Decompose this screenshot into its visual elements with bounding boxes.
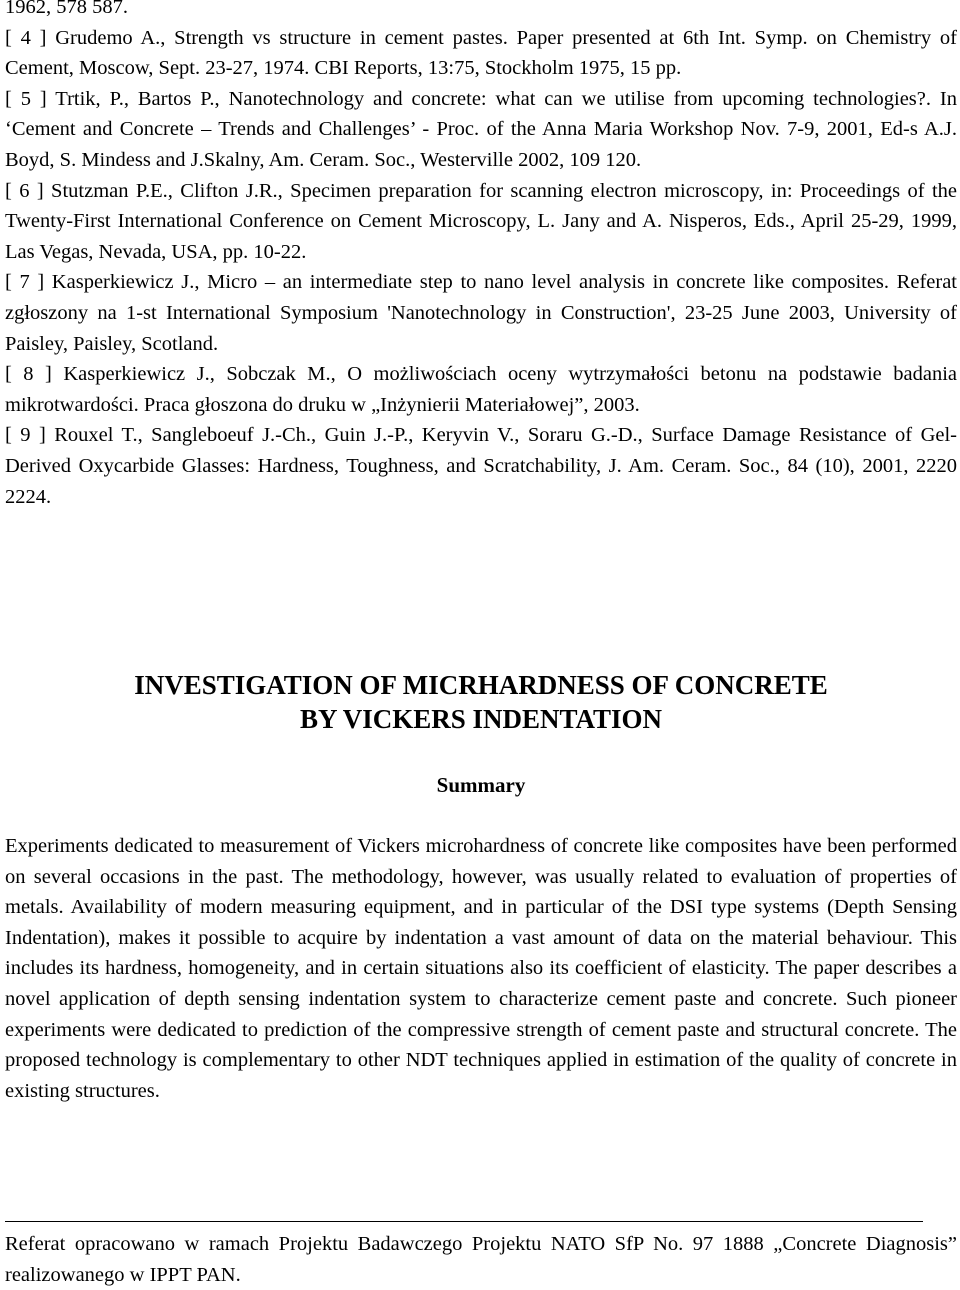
paper-title (5, 668, 957, 736)
footnote-text: Referat opracowano w ramach Projektu Badawczego Projektu NATO SfP No. 97 1888 „Concrete Diagnosis” realizowanego w IPPT PAN. (5, 1233, 957, 1286)
paper-title-line-1: INVESTIGATION OF MICRHARDNESS OF CONCRETE (134, 670, 828, 700)
document-page (5, 0, 957, 1286)
reference-item-8: [ 8 ] Kasperkiewicz J., Sobczak M., O możliwościach oceny wytrzymałości betonu na podstawie badania mikrotwardości. Praca głoszona do druku w „Inżynierii Materiałowej”, 2003. (5, 363, 957, 416)
paper-title-line-2: BY VICKERS INDENTATION (299, 704, 663, 734)
reference-item-9: [ 9 ] Rouxel T., Sangleboeuf J.-Ch., Guin J.-P., Keryvin V., Soraru G.-D., Surface Damage Resistance of Gel-Derived Oxycarbide Glasses: Hardness, Toughness, and Scratchability, J. Am. Ceram. Soc., 84 (10), 2001, 2220 2224. (5, 424, 957, 508)
reference-item-7: [ 7 ] Kasperkiewicz J., Micro – an intermediate step to nano level analysis in concrete like composites. Referat zgłoszony na 1-st International Symposium 'Nanotechnology in Construction', 23-25 June 2003, University of Paisley, Paisley, Scotland. (5, 271, 957, 355)
reference-item-continued: 1962, 578 587. (5, 0, 128, 18)
reference-item-6: [ 6 ] Stutzman P.E., Clifton J.R., Specimen preparation for scanning electron microscopy, in: Proceedings of the Twenty-First International Conference on Cement Microscopy, L. Jany and A. Nisperos, Eds., April 25-29, 1999, Las Vegas, Nevada, USA, pp. 10-22. (5, 179, 957, 263)
summary-text: Experiments dedicated to measurement of Vickers microhardness of concrete like composites have been performed on several occasions in the past. The methodology, however, was usually related to evaluation of properties of metals. Availability of modern measuring equipment, and in particular of the DSI type systems (Depth Sensing Indentation), makes it possible to acquire by indentation a vast amount of data on the material behaviour. This includes its hardness, homogeneity, and in certain situations also its coefficient of elasticity. The paper describes a novel application of depth sensing indentation system to characterize cement paste and concrete. Such pioneer experiments were dedicated to prediction of the compressive strength of cement paste and structural concrete. The proposed technology is complementary to other NDT techniques applied in estimation of the quality of concrete in existing structures. (5, 835, 957, 1102)
summary-heading: Summary (436, 773, 526, 797)
reference-item-4: [ 4 ] Grudemo A., Strength vs structure in cement pastes. Paper presented at 6th Int. Symp. on Chemistry of Cement, Moscow, Sept. 23-27, 1974. CBI Reports, 13:75, Stockholm 1975, 15 pp. (5, 26, 957, 80)
footnote-divider (5, 1221, 923, 1222)
reference-list (5, 0, 957, 512)
reference-item-5: [ 5 ] Trtik, P., Bartos P., Nanotechnology and concrete: what can we utilise from upcoming technologies?. In ‘Cement and Concrete – Trends and Challenges’ - Proc. of the Anna Maria Workshop Nov. 7-9, 2001, Ed-s A.J. Boyd, S. Mindess and J.Skalny, Am. Ceram. Soc., Westerville 2002, 109 120. (5, 87, 957, 171)
